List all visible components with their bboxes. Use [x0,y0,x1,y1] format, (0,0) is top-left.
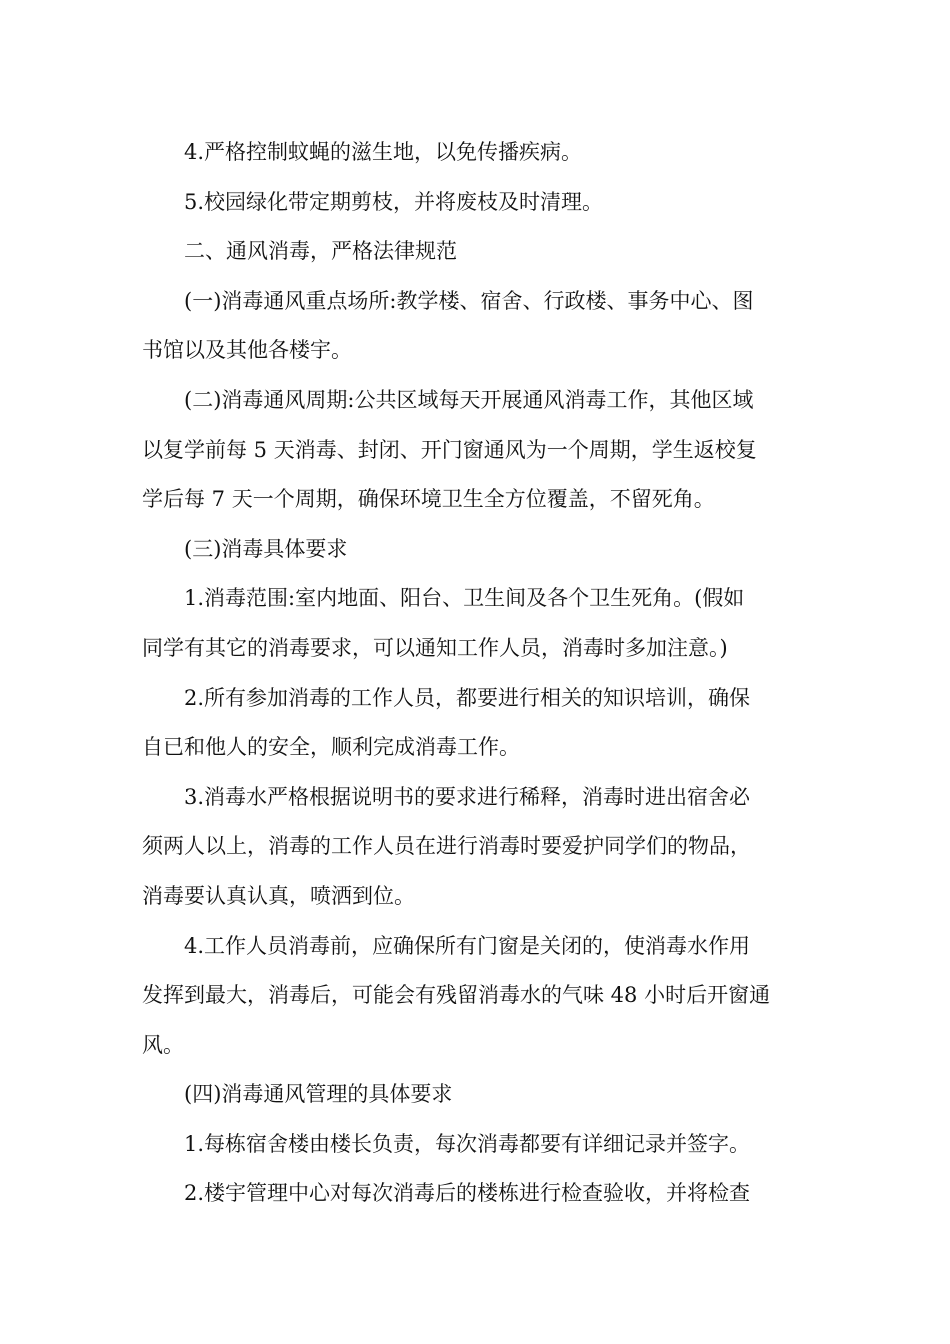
text-line: (二)消毒通风周期:公共区域每天开展通风消毒工作，其他区域 [184,387,754,412]
text-line: 2.所有参加消毒的工作人员，都要进行相关的知识培训，确保 [184,685,751,710]
paragraph-cycle [142,376,812,525]
text-line: 须两人以上，消毒的工作人员在进行消毒时要爱护同学们的物品， [142,834,751,859]
text-line: (一)消毒通风重点场所:教学楼、宿舍、行政楼、事务中心、图 [184,288,754,313]
text-line: 发挥到最大，消毒后，可能会有残留消毒水的气味 48 小时后开窗通 [142,983,771,1008]
text-line: 书馆以及其他各楼宇。 [142,338,352,363]
text-line: 风。 [142,1032,184,1057]
list-item-scope [142,574,812,673]
text-line: 2.楼宇管理中心对每次消毒后的楼栋进行检查验收，并将检查 [184,1181,751,1206]
text-line: 同学有其它的消毒要求，可以通知工作人员，消毒时多加注意。) [142,635,728,660]
list-item-4 [142,128,812,178]
text-line: 学后每 7 天一个周期，确保环境卫生全方位覆盖，不留死角。 [142,487,715,512]
text-line: 5.校园绿化带定期剪枝，并将废枝及时清理。 [184,189,604,214]
text-line: 1.每栋宿舍楼由楼长负责，每次消毒都要有详细记录并签字。 [184,1131,751,1156]
list-item-dilution [142,773,812,922]
text-line: 消毒要认真认真，喷洒到位。 [142,883,415,908]
text-line: 二、通风消毒，严格法律规范 [184,239,457,264]
paragraph-key-places [142,277,812,376]
list-item-5 [142,178,812,228]
list-item-windows [142,922,812,1071]
list-item-inspection [142,1169,812,1219]
text-line: 4.工作人员消毒前，应确保所有门窗是关闭的，使消毒水作用 [184,933,751,958]
text-line: 4.严格控制蚊蝇的滋生地，以免传播疾病。 [184,140,583,164]
text-line: (三)消毒具体要求 [184,536,348,561]
section-heading-2 [142,227,812,277]
text-line: 1.消毒范围:室内地面、阳台、卫生间及各个卫生死角。(假如 [184,586,745,611]
subheading-requirements [142,525,812,575]
text-line: 以复学前每 5 天消毒、封闭、开门窗通风为一个周期，学生返校复 [142,437,757,462]
text-line: 3.消毒水严格根据说明书的要求进行稀释，消毒时进出宿舍必 [184,784,751,809]
text-line: (四)消毒通风管理的具体要求 [184,1082,453,1107]
list-item-training [142,674,812,773]
list-item-building-head [142,1120,812,1170]
text-line: 自已和他人的安全，顺利完成消毒工作。 [142,735,520,760]
subheading-management [142,1070,812,1120]
